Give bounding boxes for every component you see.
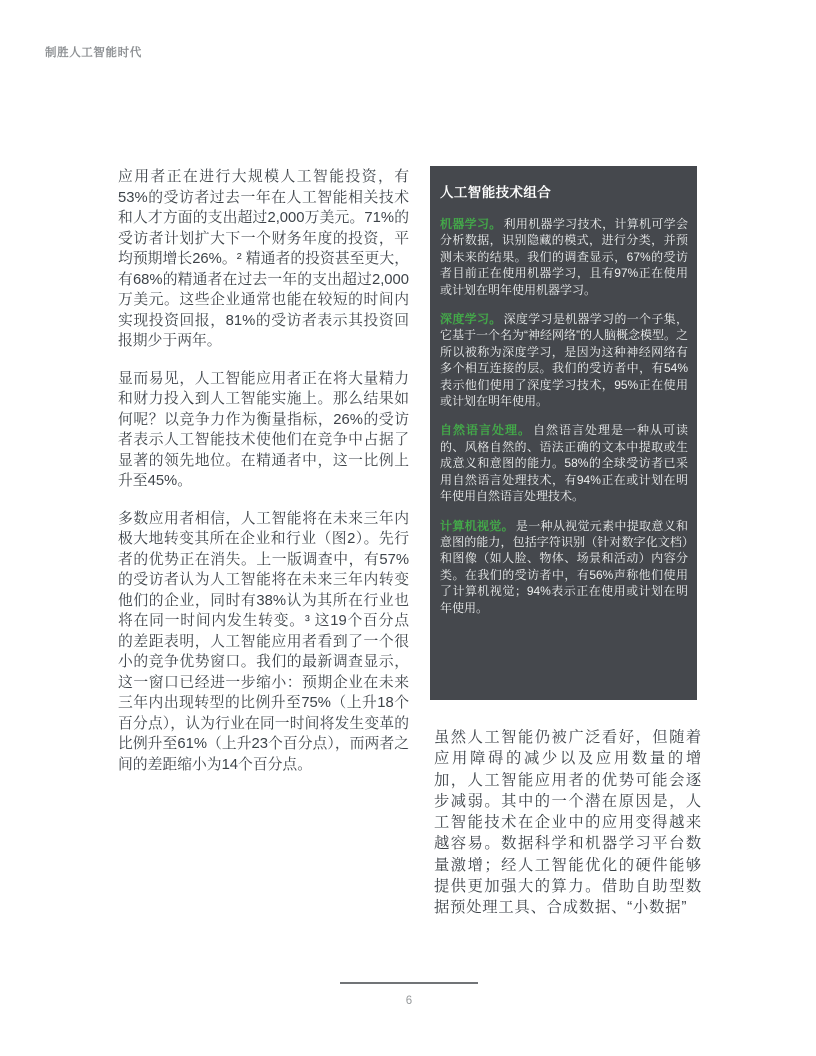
body-paragraph-competitiveness: 显而易见，人工智能应用者正在将大量精力和财力投入到人工智能实施上。那么结果如何呢？以竞争力作为衡量指标，26%的受访者表示人工智能技术使他们在竞争中占据了显著的领先地位。在精通者中，这一比例上升至45%。 xyxy=(118,370,409,489)
body-paragraph-transformation: 多数应用者相信，人工智能将在未来三年内极大地转变其所在企业和行业（图2）。先行者的优势正在消失。上一版调查中，有57%的受访者认为人工智能将在未来三年内转变他们的企业，同时有38%认为其所在行业也将在同一时间内发生转变。³ 这19个百分点的差距表明，人工智能应用者看到了一个很小的竞争优势窗口。我们的最新调查显示，这一窗口已经进一步缩小：预期企业在未来三年内出现转型的比例升至75%（上升18个百分点），认为行业在同一时间将发生变革的比例升至61%（上升23个百分点），而两者之间的差距缩小为14个百分点。 xyxy=(118,510,409,773)
sidebar-section-deep-learning xyxy=(440,311,688,409)
section-heading-nlp: 自然语言处理。 xyxy=(440,423,531,438)
section-body-computer-vision: 是一种从视觉元素中提取意义和意图的能力，包括字符识别（针对数字化文档）和图像（如人脸、物体、场景和活动）内容分类。在我们的受访者中，有56%声称他们使用了计算机视觉；94%表示正在使用或计划在明年使用。 xyxy=(440,518,688,615)
page-number: 6 xyxy=(405,995,413,1007)
sidebar-section-nlp xyxy=(440,422,688,504)
body-paragraph-outlook: 虽然人工智能仍被广泛看好，但随着应用障碍的减少以及应用数量的增加，人工智能应用者的优势可能会逐步减弱。其中的一个潜在原因是，人工智能技术在企业中的应用变得越来越容易。数据科学和机器学习平台数量激增；经人工智能优化的硬件能够提供更加强大的算力。借助自助型数据预处理工具、合成数据、“小数据” xyxy=(434,729,702,917)
section-body-machine-learning: 利用机器学习技术，计算机可学会分析数据，识别隐藏的模式，进行分类，并预测未来的结果。我们的调查显示，67%的受访者目前正在使用机器学习，且有97%正在使用或计划在明年使用机器学习。 xyxy=(440,217,688,297)
sidebar-section-computer-vision xyxy=(440,518,688,616)
section-body-nlp: 自然语言处理是一种从可读的、风格自然的、语法正确的文本中提取或生成意义和意图的能力。58%的全球受访者已采用自然语言处理技术，有94%正在或计划在明年使用自然语言处理技术。 xyxy=(440,423,688,504)
running-header: 制胜人工智能时代 xyxy=(45,47,142,59)
footer-divider xyxy=(340,982,478,984)
right-text-column xyxy=(434,727,702,919)
section-heading-machine-learning: 机器学习。 xyxy=(440,217,502,231)
section-body-deep-learning: 深度学习是机器学习的一个子集，它基于一个名为“神经网络”的人脑概念模型。之所以被称为深度学习，是因为这种神经网络有多个相互连接的层。我们的受访者中，有54%表示他们使用了深度学习技术，95%正在使用或计划在明年使用。 xyxy=(440,312,688,409)
ai-technology-portfolio-box xyxy=(430,166,697,700)
left-text-column xyxy=(118,167,409,792)
body-paragraph-investment: 应用者正在进行大规模人工智能投资，有53%的受访者过去一年在人工智能相关技术和人才方面的支出超过2,000万美元。71%的受访者计划扩大下一个财务年度的投资，平均预期增长26%。² 精通者的投资甚至更大，有68%的精通者在过去一年的支出超过2,000万美元。这些企业通常也能在较短的时间内实现投资回报，81%的受访者表示其投资回报期少于两年。 xyxy=(118,169,409,349)
section-heading-computer-vision: 计算机视觉。 xyxy=(440,518,514,533)
section-heading-deep-learning: 深度学习。 xyxy=(440,312,502,327)
sidebar-section-machine-learning xyxy=(440,216,688,298)
sidebar-box-title: 人工智能技术组合 xyxy=(440,185,552,200)
